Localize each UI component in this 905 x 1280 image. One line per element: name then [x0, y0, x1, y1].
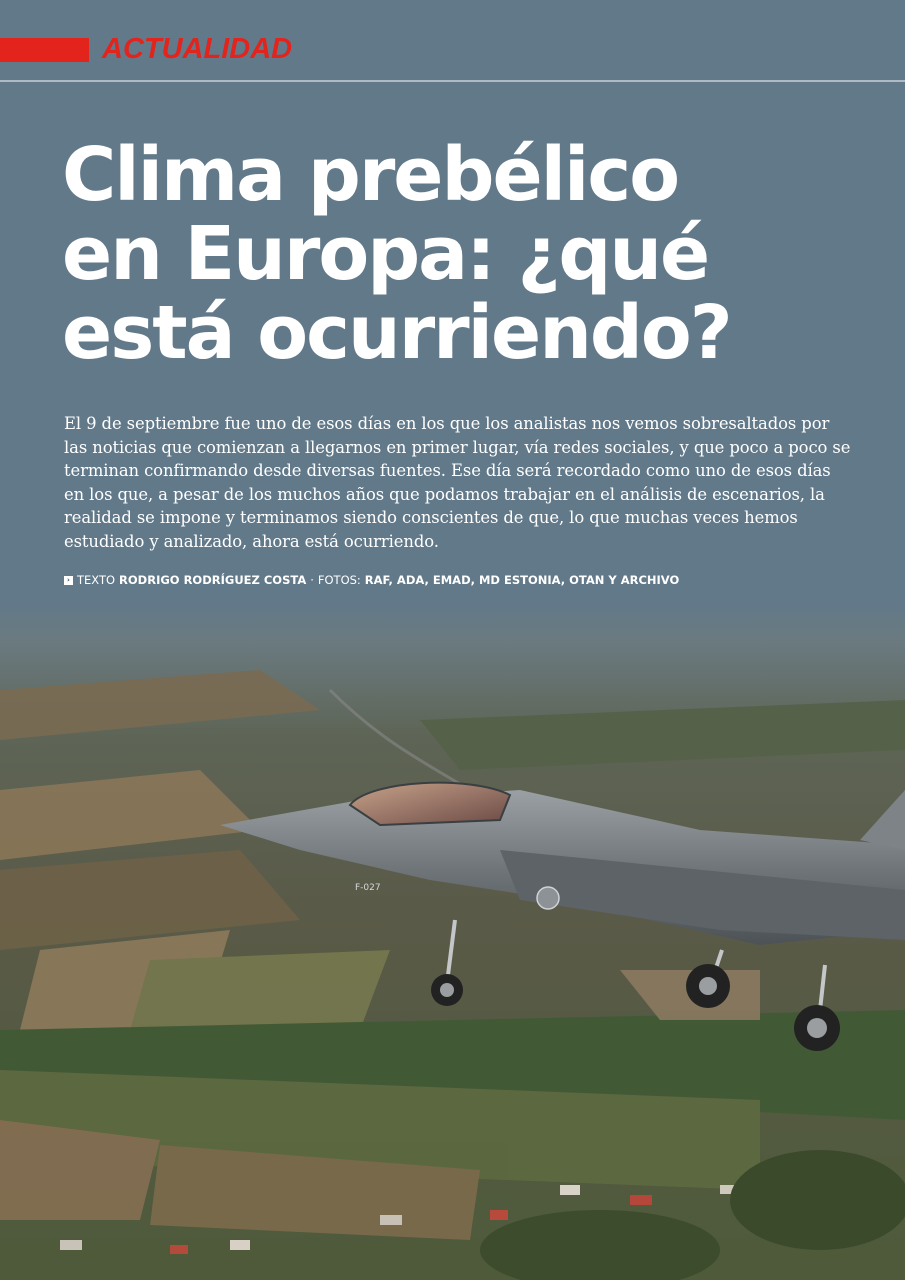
headline [62, 132, 882, 376]
fighter-jet-photo [0, 600, 905, 1280]
aircraft-marking: F-027 [355, 883, 381, 893]
headline-line-3: está ocurriendo? [62, 290, 731, 376]
byline-author: RODRIGO RODRÍGUEZ COSTA [119, 573, 307, 587]
byline-separator: · [310, 573, 314, 587]
chevron-right-icon: › [64, 576, 73, 585]
section-color-bar [0, 38, 89, 62]
byline-text-label: TEXTO [77, 573, 116, 587]
byline-photos-label: FOTOS: [317, 573, 361, 587]
section-label: ACTUALIDAD [102, 33, 293, 65]
section-divider [0, 80, 905, 82]
lead-paragraph: El 9 de septiembre fue uno de esos días en los que los analistas nos vemos sobresaltados por las noticias que comienzan a llegarnos en primer lugar, vía redes sociales, y que poco a poco se terminan confirmando desde diversas fuentes. Ese día será recordado como uno de esos días en los que, a pesar de los muchos años que podamos trabajar en el análisis de escenarios, la realidad se impone y terminamos siendo conscientes de que, lo que muchas veces hemos estudiado y analizado, ahora está ocurriendo. [64, 414, 851, 551]
byline [64, 573, 679, 587]
headline-line-2: en Europa: ¿qué [62, 211, 709, 297]
headline-line-1: Clima prebélico [62, 132, 679, 218]
byline-photo-credits: RAF, ADA, EMAD, MD ESTONIA, OTAN Y ARCHIVO [364, 573, 680, 587]
